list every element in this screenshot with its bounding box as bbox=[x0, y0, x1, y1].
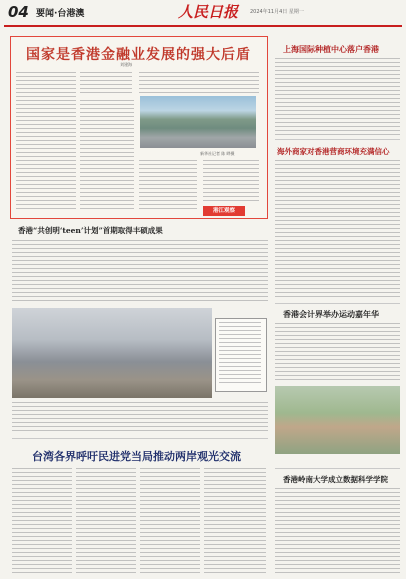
right-text-3 bbox=[275, 323, 400, 383]
right-text-1 bbox=[275, 58, 400, 136]
newspaper-logo: 人民日报 bbox=[178, 3, 239, 21]
construction-workers-photo bbox=[12, 308, 212, 398]
photo-caption: 新华社记者 陈 晔摄 bbox=[200, 151, 235, 156]
feature-text-col1 bbox=[16, 72, 76, 212]
right-headline-2: 海外商家对香港营商环境充满信心 bbox=[277, 147, 390, 156]
feature-text-col4 bbox=[80, 100, 134, 212]
right-text-4 bbox=[275, 488, 400, 574]
hong-kong-skyline-photo bbox=[140, 96, 256, 148]
section-name: 要闻·台港澳 bbox=[36, 9, 85, 19]
feature-text-col5 bbox=[139, 160, 197, 212]
left-headline-1: 香港“共创明‘teen’计划”首期取得丰硕成果 bbox=[18, 226, 163, 235]
page-header bbox=[0, 0, 406, 27]
feature-author: 刘建海 bbox=[120, 62, 132, 67]
sports-carnival-photo bbox=[275, 386, 400, 454]
bottom-text-col3 bbox=[140, 468, 200, 574]
left-text-1 bbox=[12, 240, 268, 302]
header-rule bbox=[4, 25, 402, 27]
column-badge: 港江观察 bbox=[203, 206, 245, 216]
divider bbox=[275, 303, 400, 304]
right-text-2 bbox=[275, 160, 400, 300]
right-headline-4: 香港岭南大学成立数据科学学院 bbox=[283, 475, 388, 484]
left-text-2 bbox=[12, 402, 268, 432]
divider bbox=[275, 468, 400, 469]
issue-date: 2024年11月4日 星期一 bbox=[250, 9, 304, 15]
page-number: 04 bbox=[8, 3, 29, 21]
feature-text-col2 bbox=[80, 72, 132, 94]
feature-text-col3 bbox=[139, 72, 259, 94]
right-headline-1: 上海国际种植中心落户香港 bbox=[283, 44, 379, 54]
bottom-text-col2 bbox=[76, 468, 136, 574]
divider bbox=[275, 139, 400, 140]
left-headline-2: 台湾各界呼吁民进党当局推动两岸观光交流 bbox=[32, 450, 241, 463]
right-headline-3: 香港会计界举办运动嘉年华 bbox=[283, 309, 379, 319]
bottom-text-col4 bbox=[204, 468, 266, 574]
quote-text bbox=[219, 322, 261, 386]
bottom-text-col1 bbox=[12, 468, 72, 574]
feature-title: 国家是香港金融业发展的强大后盾 bbox=[26, 47, 251, 63]
feature-text-col6 bbox=[203, 160, 259, 202]
divider bbox=[12, 438, 268, 439]
